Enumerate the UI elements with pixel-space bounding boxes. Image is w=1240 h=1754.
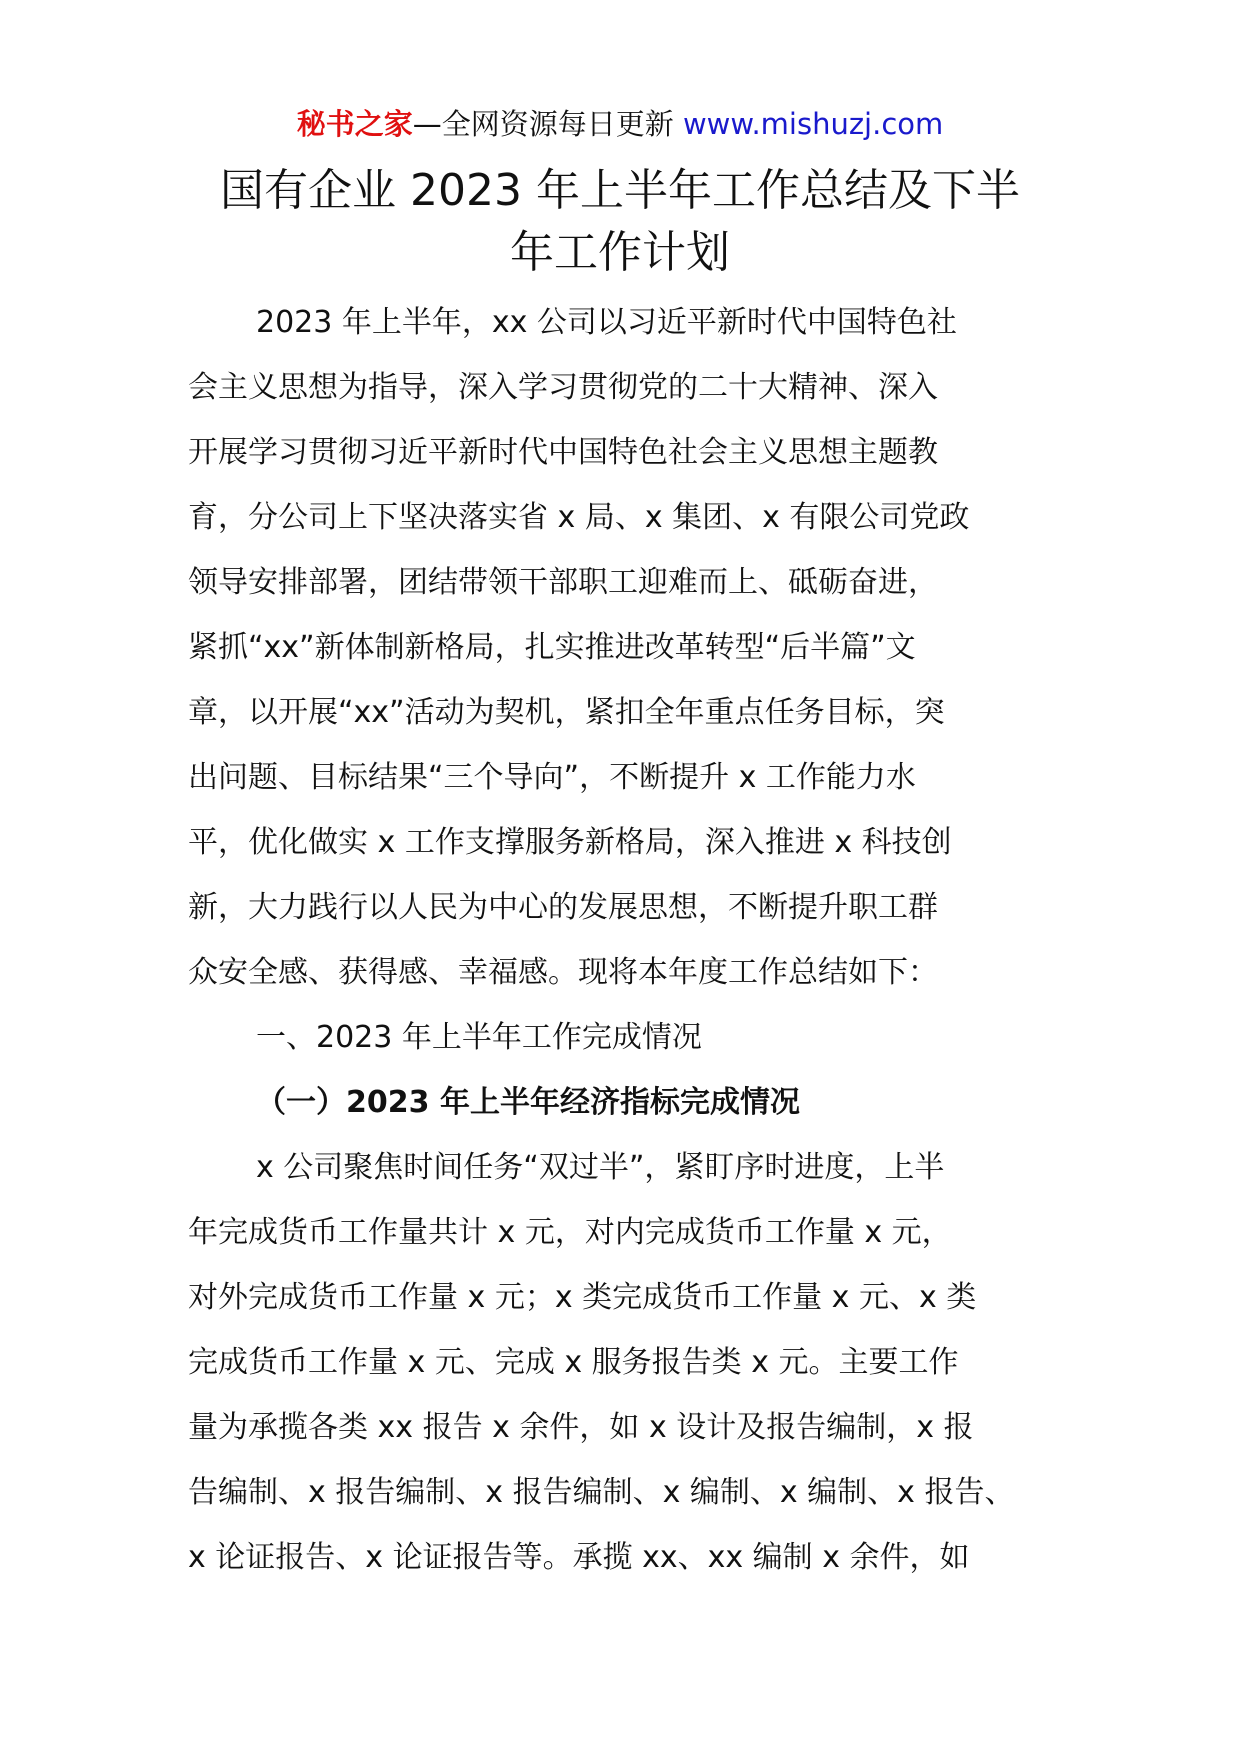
paragraph-2-line: 完成货币工作量 x 元、完成 x 服务报告类 x 元。主要工作 [188, 1345, 959, 1380]
site-url-link[interactable]: www.mishuzj.com [682, 107, 944, 141]
paragraph-2-line: 年完成货币工作量共计 x 元，对内完成货币工作量 x 元， [188, 1215, 952, 1250]
paragraph-1-line: 章，以开展“xx”活动为契机，紧扣全年重点任务目标，突 [188, 695, 945, 730]
paragraph-2-line: 量为承揽各类 xx 报告 x 余件，如 x 设计及报告编制，x 报 [188, 1410, 974, 1445]
paragraph-1-line: 新，大力践行以人民为中心的发展思想，不断提升职工群 [188, 890, 938, 925]
section-1-heading: 一、2023 年上半年工作完成情况 [256, 1020, 702, 1055]
paragraph-1-line: 会主义思想为指导，深入学习贯彻党的二十大精神、深入 [188, 370, 938, 405]
paragraph-2-line: 告编制、x 报告编制、x 报告编制、x 编制、x 编制、x 报告、 [188, 1475, 1015, 1510]
title-line-2: 年工作计划 [510, 227, 730, 278]
site-header [0, 102, 1240, 146]
paragraph-1-line: 出问题、目标结果“三个导向”，不断提升 x 工作能力水 [188, 760, 916, 795]
paragraph-2-line: x 公司聚焦时间任务“双过半”，紧盯序时进度，上半 [256, 1150, 945, 1185]
paragraph-1-line: 平，优化做实 x 工作支撑服务新格局，深入推进 x 科技创 [188, 825, 952, 860]
header-tagline: —全网资源每日更新 [412, 107, 683, 141]
paragraph-1-line: 开展学习贯彻习近平新时代中国特色社会主义思想主题教 [188, 435, 938, 470]
title-line-1: 国有企业 2023 年上半年工作总结及下半 [220, 165, 1020, 216]
paragraph-2-line: 对外完成货币工作量 x 元；x 类完成货币工作量 x 元、x 类 [188, 1280, 977, 1315]
document-body [188, 290, 1078, 1590]
brand-name: 秘书之家 [296, 107, 413, 141]
paragraph-1-line: 众安全感、获得感、幸福感。现将本年度工作总结如下： [188, 955, 938, 990]
paragraph-2-line: x 论证报告、x 论证报告等。承揽 xx、xx 编制 x 余件，如 [188, 1540, 970, 1575]
paragraph-1-line: 领导安排部署，团结带领干部职工迎难而上、砥砺奋进， [188, 565, 938, 600]
document-title [150, 160, 1090, 284]
paragraph-1-line: 2023 年上半年，xx 公司以习近平新时代中国特色社 [256, 305, 957, 340]
paragraph-1-line: 育，分公司上下坚决落实省 x 局、x 集团、x 有限公司党政 [188, 500, 970, 535]
paragraph-1-line: 紧抓“xx”新体制新格局，扎实推进改革转型“后半篇”文 [188, 630, 916, 665]
subsection-1-heading: （一）2023 年上半年经济指标完成情况 [256, 1085, 800, 1120]
